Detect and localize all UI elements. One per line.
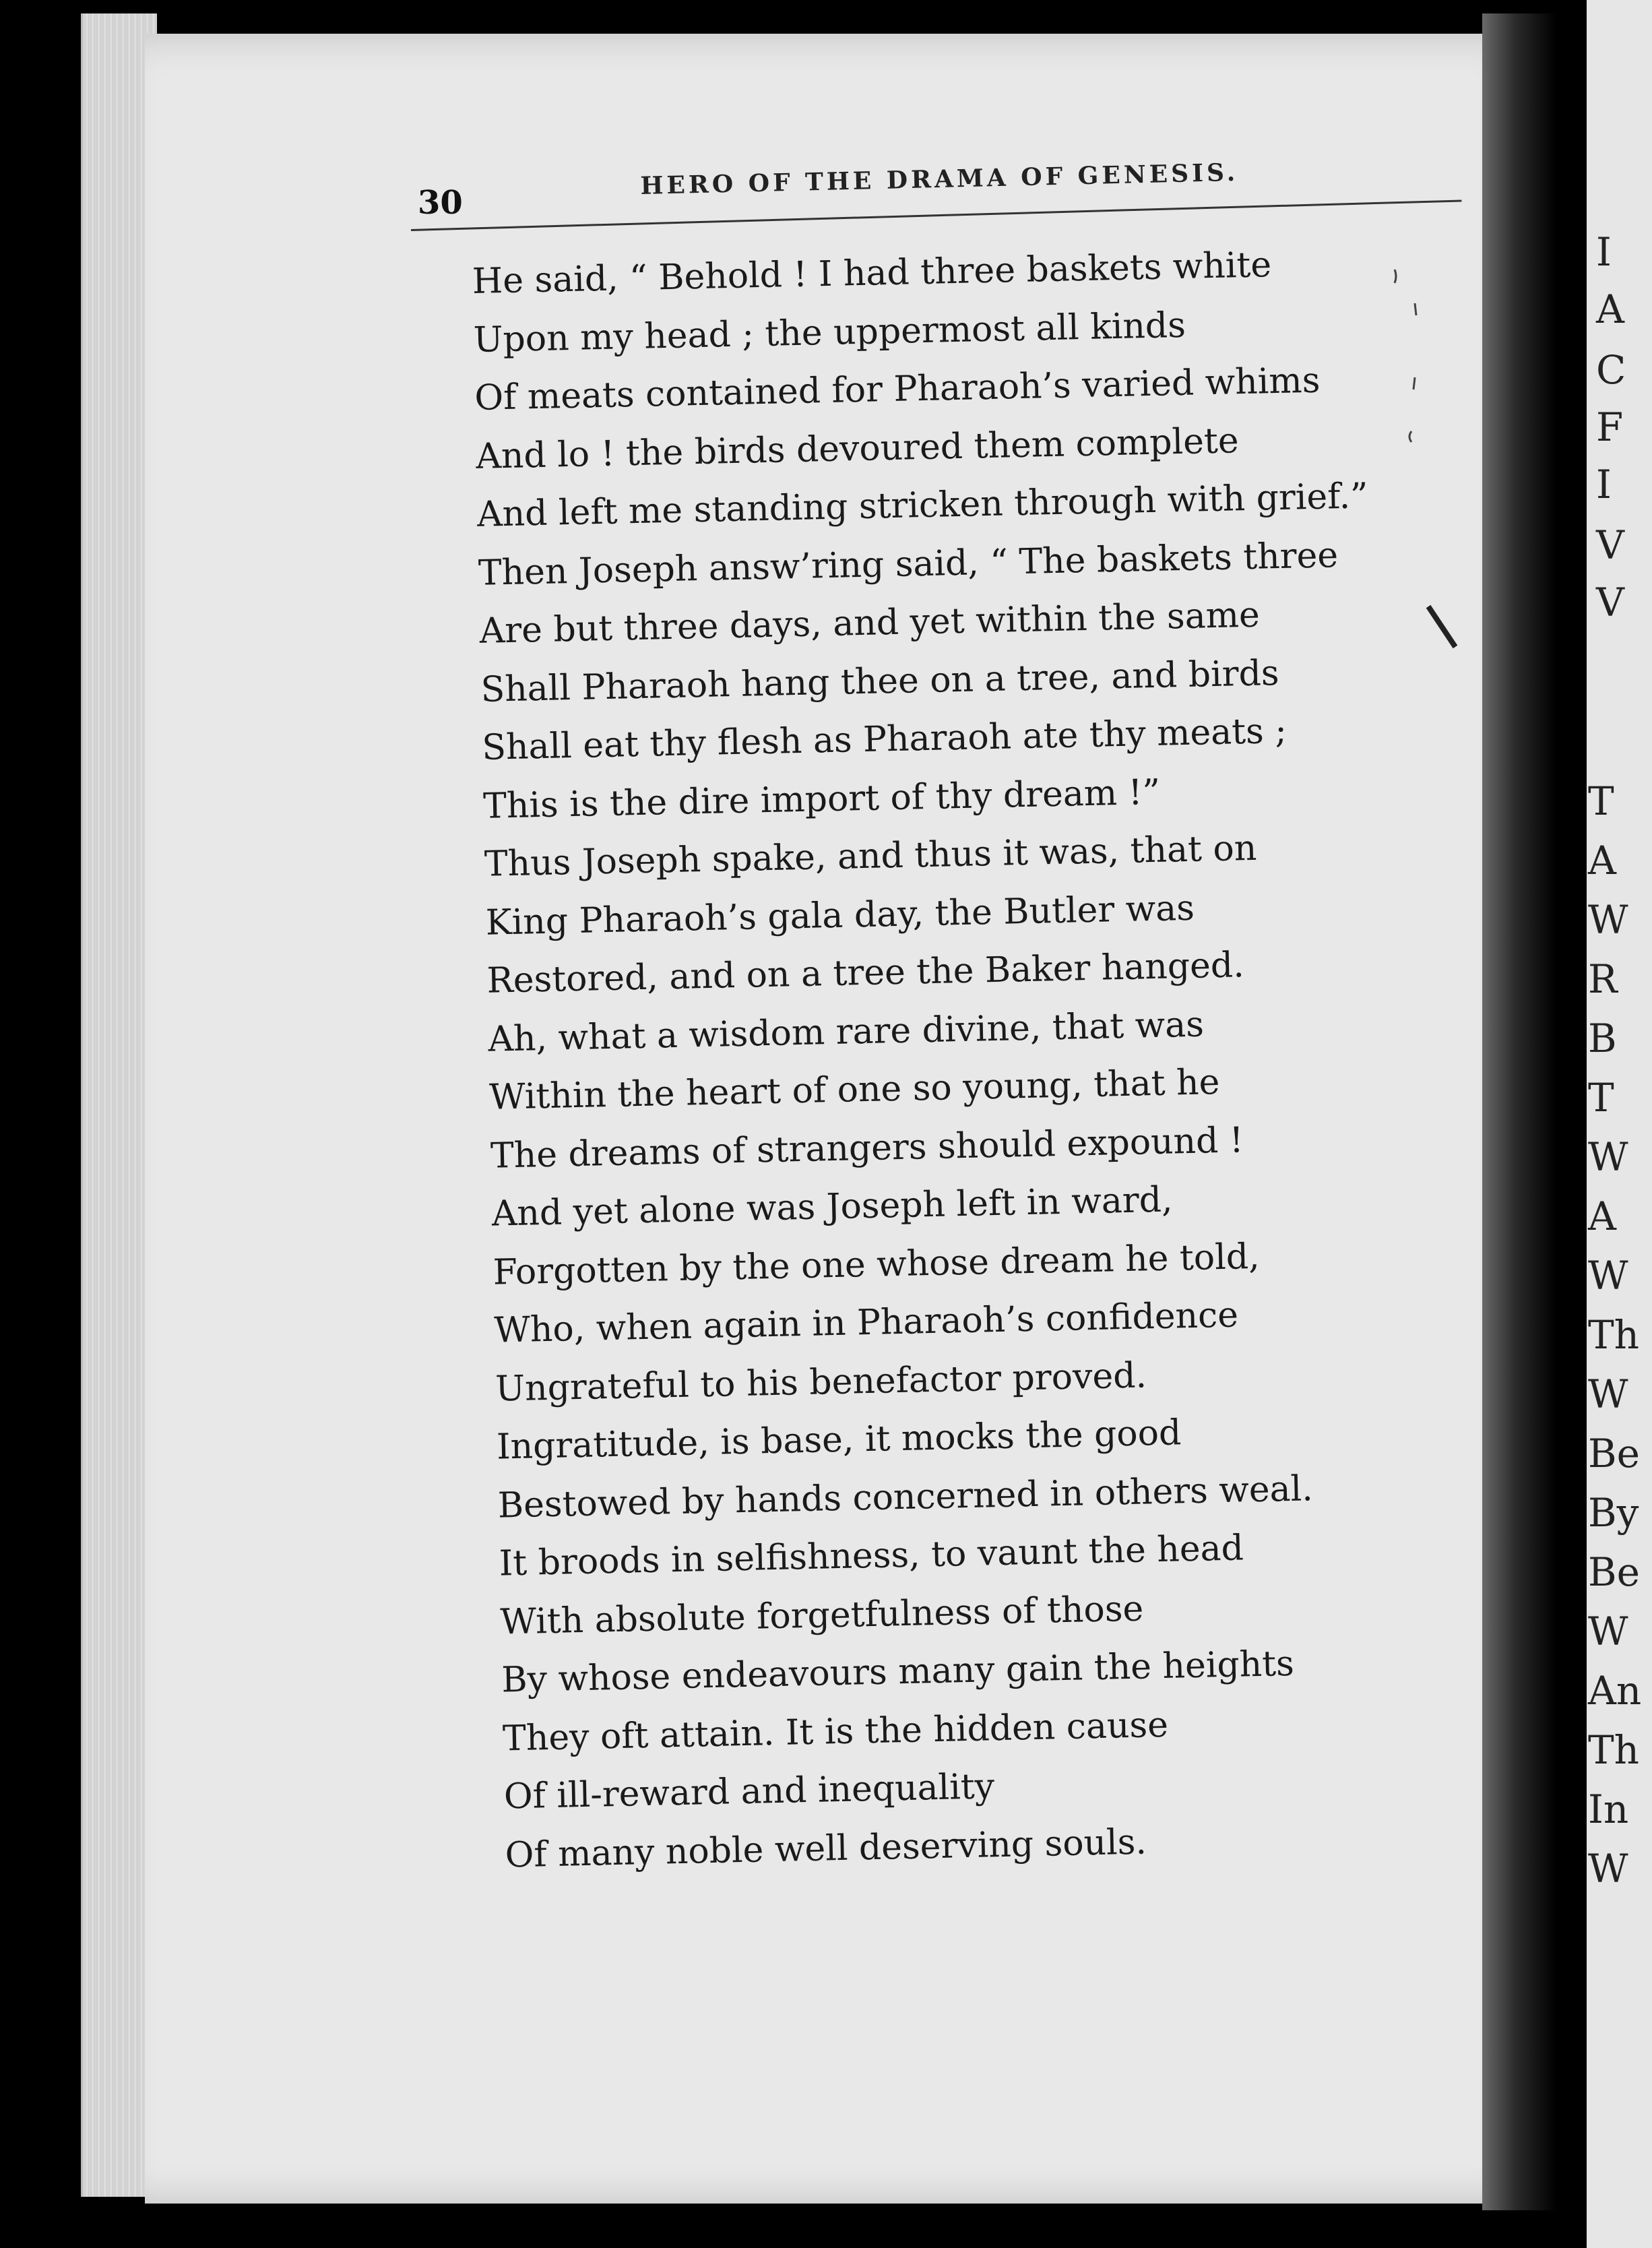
right-page-edge-char: A [1596, 286, 1624, 332]
poem-line: Bestowed by hands concerned in others weal. [497, 1468, 1314, 1526]
poem-line: Shall Pharaoh hang thee on a tree, and birds [480, 652, 1280, 710]
poem-line: King Pharaoh’s gala day, the Butler was [485, 887, 1195, 943]
right-page-edge-char: V [1596, 580, 1624, 625]
poem-line: He said, “ Behold ! I had three baskets white [472, 245, 1272, 302]
poem-line: Upon my head ; the uppermost all kinds [473, 305, 1186, 361]
poem-line: Restored, and on a tree the Baker hanged. [486, 945, 1245, 1001]
book-gutter [1482, 13, 1556, 2210]
poem-line: Who, when again in Pharaoh’s confidence [493, 1294, 1239, 1351]
poem-line: They oft attain. It is the hidden cause [502, 1704, 1169, 1759]
right-page-edge-char: I [1596, 229, 1612, 275]
right-page-edge-char: Th [1588, 1312, 1640, 1358]
poem-line: This is the dire import of thy dream !” [482, 772, 1161, 827]
poem-line: And left me standing stricken through with grief.” [476, 476, 1369, 535]
poem-line: Of meats contained for Pharaoh’s varied whims [474, 360, 1321, 418]
right-page-edge-char: By [1588, 1490, 1639, 1536]
right-page-edge-char: A [1588, 1193, 1616, 1239]
right-page-edge-char: I [1596, 462, 1612, 507]
poem-line: Forgotten by the one whose dream he told, [493, 1236, 1261, 1293]
right-page-edge-char: An [1588, 1668, 1642, 1714]
poem-line: Ungrateful to his benefactor proved. [495, 1354, 1147, 1410]
poem-line: Then Joseph answ’ring said, “ The baskets three [478, 534, 1339, 594]
poem-line: Shall eat thy flesh as Pharaoh ate thy meats ; [481, 710, 1288, 768]
running-head: HERO OF THE DRAMA OF GENESIS. [640, 158, 1239, 200]
right-page-edge-char: Th [1588, 1727, 1640, 1773]
right-page-edge-char: C [1596, 347, 1626, 393]
right-page-edge-char: A [1588, 838, 1616, 883]
right-page-edge-char: W [1588, 1253, 1628, 1299]
poem-line: Of ill-reward and inequality [503, 1766, 995, 1817]
poem-line: Thus Joseph spake, and thus it was, that on [484, 828, 1257, 885]
poem-line: Within the heart of one so young, that he [488, 1062, 1220, 1118]
right-page-edge-char: T [1588, 778, 1614, 824]
poem-line: It broods in selfishness, to vaunt the head [499, 1528, 1244, 1584]
right-page-edge-char: W [1588, 897, 1628, 943]
poem-line: Are but three days, and yet within the same [479, 594, 1261, 652]
right-page-edge-char: B [1588, 1016, 1617, 1061]
page-number: 30 [418, 184, 463, 222]
right-page-edge [1587, 0, 1652, 2248]
right-page-edge-char: T [1588, 1075, 1614, 1121]
right-page-edge-char: In [1588, 1786, 1629, 1832]
poem-line: The dreams of strangers should expound ! [490, 1119, 1244, 1177]
right-page-edge-char: R [1588, 956, 1618, 1002]
poem-line: By whose endeavours many gain the heights [501, 1643, 1295, 1701]
page-tear-marks [1388, 256, 1475, 660]
right-page-edge-char: V [1596, 522, 1624, 568]
poem-text [472, 232, 1462, 1884]
right-page-edge-char: Be [1588, 1431, 1640, 1476]
right-page-edge-char: W [1588, 1371, 1628, 1417]
poem-line: And yet alone was Joseph left in ward, [491, 1179, 1174, 1235]
right-page-edge-char: W [1588, 1134, 1628, 1180]
right-page-edge-char: F [1596, 404, 1624, 450]
right-page-edge-char: W [1588, 1609, 1628, 1654]
poem-line: And lo ! the birds devoured them complete [475, 420, 1240, 477]
poem-line: With absolute forgetfulness of those [499, 1588, 1144, 1643]
poem-line: Ingratitude, is base, it mocks the good [496, 1412, 1182, 1468]
right-page-edge-char: W [1588, 1846, 1628, 1892]
poem-line: Ah, what a wisdom rare divine, that was [487, 1003, 1205, 1060]
poem-line: Of many noble well deserving souls. [505, 1821, 1147, 1875]
right-page-edge-char: Be [1588, 1549, 1640, 1595]
